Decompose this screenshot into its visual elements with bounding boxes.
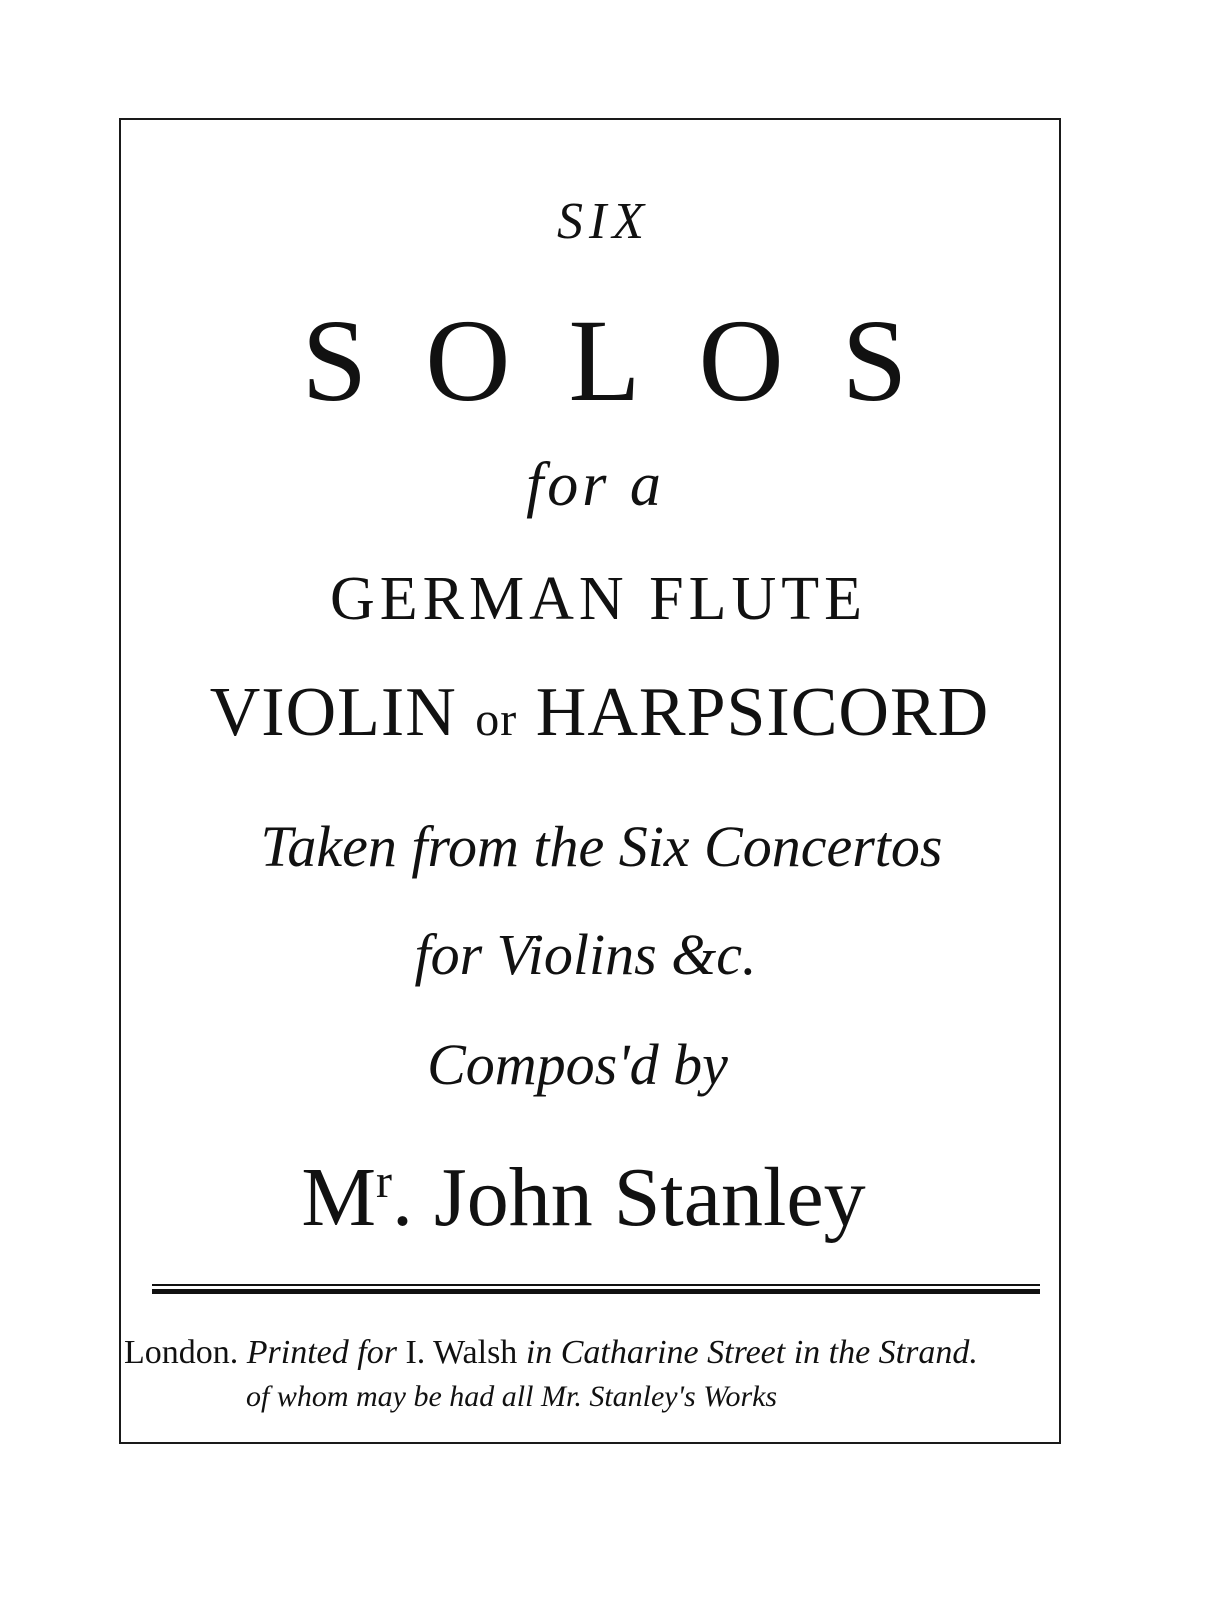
- imprint-address: in Catharine Street in the Strand.: [525, 1334, 978, 1371]
- title-harpsicord: HARPSICORD: [535, 674, 990, 751]
- title-solos: SOLOS: [301, 295, 966, 426]
- imprint-city: London.: [124, 1334, 239, 1371]
- rule-thick-line: [152, 1289, 1040, 1294]
- composer-name: [0, 1151, 1189, 1244]
- imprint-line-1: [124, 1336, 1024, 1370]
- double-rule-divider: [152, 1284, 1040, 1294]
- title-violin: VIOLIN: [209, 674, 457, 751]
- title-or: or: [475, 693, 518, 746]
- imprint-printer: I. Walsh: [405, 1334, 518, 1371]
- title-german-flute: GERMAN FLUTE: [329, 565, 868, 633]
- rule-thin-line: [152, 1284, 1040, 1286]
- title-composd-by: Compos'd by: [427, 1032, 728, 1097]
- imprint-printed-for: Printed for: [246, 1334, 397, 1371]
- composer-title: M: [301, 1151, 377, 1244]
- title-for-violins: for Violins &c.: [414, 922, 757, 987]
- title-for-a: for a: [526, 451, 665, 519]
- title-taken-from: Taken from the Six Concertos: [260, 814, 943, 879]
- imprint-line-2: of whom may be had all Mr. Stanley's Works: [246, 1380, 778, 1413]
- composer-title-sup: r: [376, 1155, 393, 1208]
- composer-full-name: . John Stanley: [392, 1151, 866, 1244]
- title-violin-or-harpsicord: [0, 674, 1205, 751]
- title-six: SIX: [556, 193, 651, 250]
